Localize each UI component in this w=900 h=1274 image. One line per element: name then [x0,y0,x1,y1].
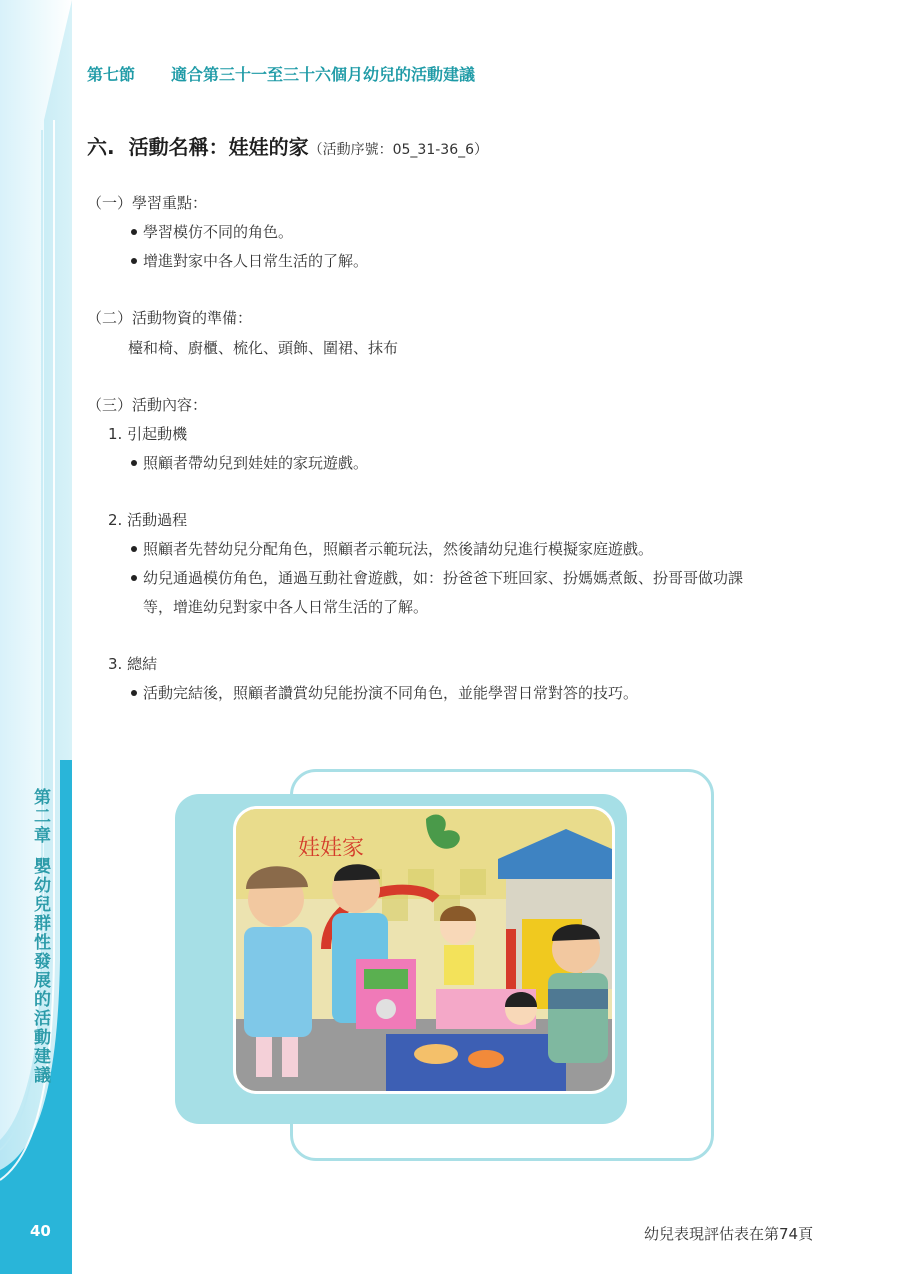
step-title: 2. 活動過程 [108,511,188,529]
learning-focus-item: 增進對家中各人日常生活的了解。 [131,250,368,271]
section-header [87,62,475,85]
step-title: 3. 總結 [108,655,158,673]
activity-code: （活動序號：05_31-36_6） [308,142,489,158]
activity-title [87,131,488,160]
step-bullet: 活動完結後，照顧者讚賞幼兒能扮演不同角色，並能學習日常對答的技巧。 [131,682,638,703]
step-bullet-continuation: 等，增進幼兒對家中各人日常生活的了解。 [143,598,429,616]
chapter-label-part1: 第二章 [30,788,50,845]
chapter-label [29,788,51,1085]
step-title: 1. 引起動機 [108,425,188,443]
content-heading: （三）活動內容： [87,396,208,414]
section-title: 適合第三十一至三十六個月幼兒的活動建議 [171,65,476,84]
learning-focus-heading: （一）學習重點： [87,194,208,212]
photo-illustration [236,809,612,1091]
footer-note: 幼兒表現評估表在第74頁 [644,1225,814,1243]
learning-focus-item: 學習模仿不同的角色。 [131,221,293,242]
step-bullet: 照顧者先替幼兒分配角色，照顧者示範玩法，然後請幼兒進行模擬家庭遊戲。 [131,538,653,559]
activity-photo [233,806,615,1094]
photo-sign-text: 娃娃家 [298,836,365,861]
activity-name: 活動名稱：娃娃的家 [128,135,309,159]
chapter-label-part2: 嬰幼兒群性發展的活動建議 [30,857,50,1085]
activity-number: 六. [87,135,115,159]
section-number: 第七節 [87,65,136,84]
step-bullet: 照顧者帶幼兒到娃娃的家玩遊戲。 [131,452,368,473]
step-bullet: 幼兒通過模仿角色，通過互動社會遊戲，如：扮爸爸下班回家、扮媽媽煮飯、扮哥哥做功課 [131,567,743,588]
materials-text: 檯和椅、廚櫃、梳化、頭飾、圍裙、抹布 [128,339,399,357]
page-number: 40 [30,1222,51,1240]
materials-heading: （二）活動物資的準備： [87,309,253,327]
